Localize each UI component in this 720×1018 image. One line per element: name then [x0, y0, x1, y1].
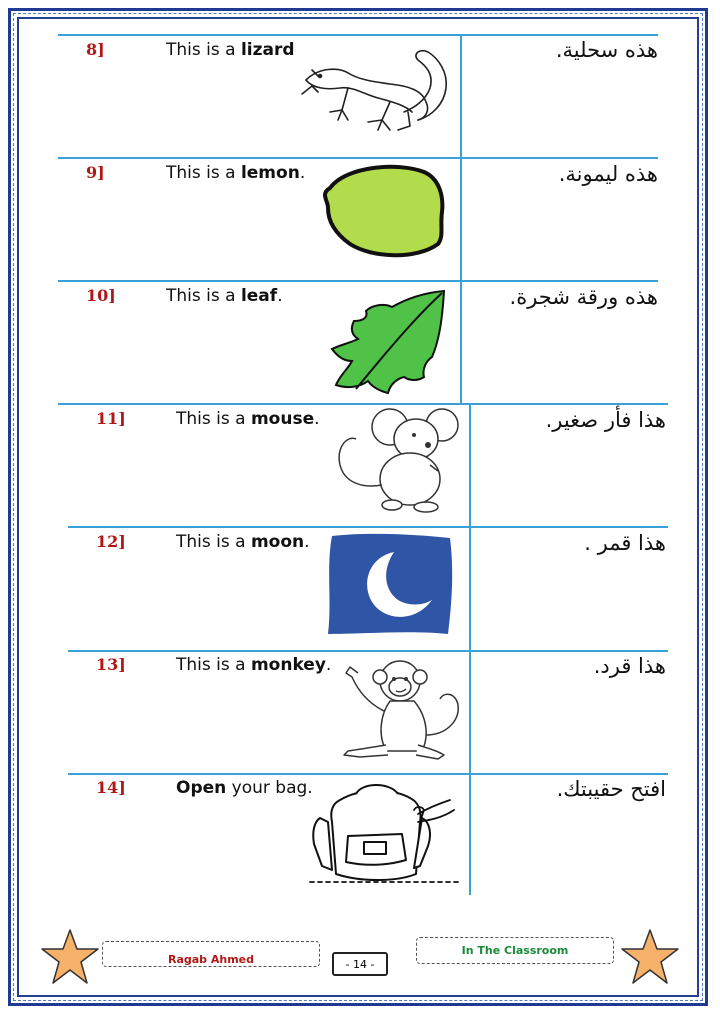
arabic-sentence: هذا قرد.: [593, 654, 666, 678]
arabic-sentence: هذه ليمونة.: [558, 162, 658, 186]
row-number: 14]: [96, 778, 126, 797]
column-divider: [469, 403, 471, 895]
right-star-icon: [620, 928, 680, 986]
section-box: [416, 937, 614, 964]
section-title: In The Classroom: [461, 944, 569, 957]
english-sentence: This is a moon.: [176, 532, 310, 552]
row-divider: [58, 280, 658, 282]
row-number: 10]: [86, 286, 116, 305]
arabic-sentence: هذه ورقة شجرة.: [509, 285, 658, 309]
page-number: - 14 -: [332, 952, 388, 976]
author-name: Ragab Ahmed: [167, 953, 255, 966]
arabic-sentence: هذا قمر .: [584, 531, 666, 555]
row-divider: [68, 773, 668, 775]
leaf-icon: [326, 285, 452, 397]
english-sentence: Open your bag.: [176, 778, 313, 798]
english-sentence: This is a mouse.: [176, 409, 320, 429]
row-number: 13]: [96, 655, 126, 674]
english-sentence: This is a lemon.: [166, 163, 306, 183]
row-number: 11]: [96, 409, 126, 428]
english-sentence: This is a lizard: [166, 40, 295, 60]
lemon-icon: [316, 160, 450, 260]
row-divider: [58, 34, 658, 36]
arabic-sentence: هذا فأر صغير.: [545, 408, 666, 432]
moon-icon: [324, 530, 456, 638]
row-number: 9]: [86, 163, 105, 182]
mouse-icon: [330, 405, 464, 517]
arabic-sentence: افتح حقيبتك.: [556, 777, 666, 801]
arabic-sentence: هذه سحلية.: [555, 38, 658, 62]
english-sentence: This is a monkey.: [176, 655, 332, 675]
row-divider: [68, 650, 668, 652]
row-number: 12]: [96, 532, 126, 551]
lizard-icon: [298, 40, 478, 140]
row-divider: [68, 526, 668, 528]
monkey-icon: [334, 655, 466, 765]
bag-icon: [306, 778, 466, 890]
row-divider: [58, 157, 658, 159]
left-star-icon: [40, 928, 100, 986]
author-box: [102, 941, 320, 967]
row-number: 8]: [86, 40, 105, 59]
english-sentence: This is a leaf.: [166, 286, 283, 306]
